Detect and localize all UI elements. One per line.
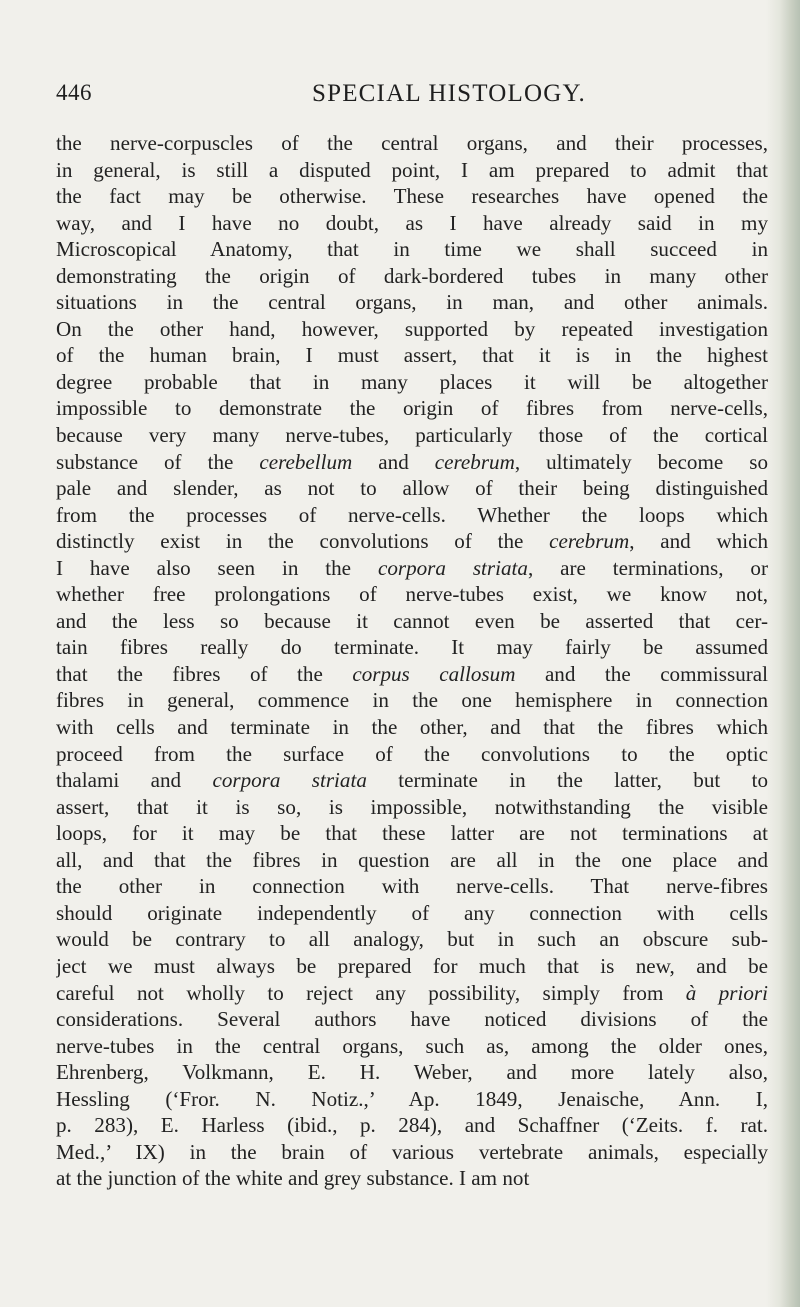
text-line [56,130,768,157]
italic-term: cerebrum [549,529,630,554]
text-segment: the fact may be otherwise. These researches have opened the [56,184,768,209]
page-number: 446 [56,80,92,105]
text-line [56,1086,768,1113]
text-segment: from the processes of nerve-cells. Whether the loops which [56,502,768,527]
text-segment: terminate in the latter, but to [366,768,768,793]
text-segment: , are terminations, or [527,555,768,580]
text-line [56,1165,768,1192]
text-line [56,581,768,608]
text-line [56,847,768,874]
text-segment: would be contrary to all analogy, but in such an obscure sub- [56,927,768,952]
text-line [56,183,768,210]
text-line [56,953,768,980]
text-segment: , and which [629,529,768,554]
text-segment: all, and that the fibres in question are all in the one place and [56,847,768,872]
text-segment: careful not wholly to reject any possibility, simply from [56,980,686,1005]
text-segment: the other in connection with nerve-cells. That nerve-fibres [56,874,768,899]
text-segment: fibres in general, commence in the one hemisphere in connection [56,688,768,713]
italic-term: corpora striata [212,768,367,793]
text-line [56,661,768,688]
text-segment: Hessling (‘Fror. N. Notiz.,’ Ap. 1849, Jenaische, Ann. I, [56,1086,768,1111]
text-segment: whether free prolongations of nerve-tubes exist, we know not, [56,582,768,607]
text-line [56,980,768,1007]
text-segment: Microscopical Anatomy, that in time we shall succeed in [56,237,768,262]
text-segment: and [352,449,435,474]
text-segment: , ultimately become so [514,449,768,474]
text-segment: should originate independently of any connection with cells [56,900,768,925]
text-segment: nerve-tubes in the central organs, such as, among the older ones, [56,1033,768,1058]
italic-term: corpus callosum [352,661,516,686]
text-segment: and the commissural [515,661,768,686]
text-line [56,316,768,343]
text-segment: degree probable that in many places it will be altogether [56,369,768,394]
text-segment: thalami and [56,768,213,793]
text-segment: that the fibres of the [56,661,353,686]
text-line [56,741,768,768]
text-line [56,422,768,449]
text-segment: situations in the central organs, in man, and other animals. [56,290,768,315]
text-segment: substance of the [56,449,260,474]
text-segment: p. 283), E. Harless (ibid., p. 284), and Schaffner (‘Zeits. f. rat. [56,1113,768,1138]
text-line [56,289,768,316]
text-segment: and the less so because it cannot even be asserted that cer- [56,608,768,633]
text-line [56,555,768,582]
page-header [56,80,768,114]
text-line [56,1139,768,1166]
italic-term: corpora striata [377,555,528,580]
text-segment: impossible to demonstrate the origin of fibres from nerve-cells, [56,396,768,421]
text-segment: the nerve-corpuscles of the central organs, and their processes, [56,131,768,155]
text-segment: proceed from the surface of the convolutions to the optic [56,741,768,766]
text-segment: I have also seen in the [56,555,378,580]
page-edge-shadow [766,0,800,1307]
text-segment: ject we must always be prepared for much that is new, and be [56,953,768,978]
text-line [56,900,768,927]
text-segment: demonstrating the origin of dark-bordered tubes in many other [56,263,768,288]
text-line [56,767,768,794]
text-segment: pale and slender, as not to allow of their being distinguished [56,476,768,501]
text-segment: way, and I have no doubt, as I have already said in my [56,210,768,235]
text-line [56,1006,768,1033]
text-line [56,528,768,555]
text-line [56,236,768,263]
text-segment: because very many nerve-tubes, particularly those of the cortical [56,423,768,448]
text-line [56,926,768,953]
body-text [56,130,768,1192]
italic-term: cerebellum [259,449,353,474]
italic-term: à priori [685,980,768,1005]
italic-term: cerebrum [434,449,515,474]
text-line [56,714,768,741]
text-segment: in general, is still a disputed point, I am prepared to admit that [56,157,768,182]
text-line [56,1059,768,1086]
text-segment: assert, that it is so, is impossible, notwithstanding the visible [56,794,768,819]
text-line [56,634,768,661]
text-line [56,157,768,184]
text-line [56,873,768,900]
text-segment: Med.,’ IX) in the brain of various vertebrate animals, especially [56,1139,768,1164]
text-segment: of the human brain, I must assert, that it is in the highest [56,343,768,368]
text-line [56,449,768,476]
text-line [56,263,768,290]
text-line [56,210,768,237]
text-segment: considerations. Several authors have noticed divisions of the [56,1007,768,1032]
text-segment: at the junction of the white and grey substance. I am not [56,1166,530,1191]
text-line [56,820,768,847]
running-head: SPECIAL HISTOLOGY. [312,80,586,107]
text-segment: with cells and terminate in the other, and that the fibres which [56,715,768,740]
text-line [56,608,768,635]
text-line [56,687,768,714]
text-line [56,475,768,502]
text-line [56,1112,768,1139]
text-segment: On the other hand, however, supported by repeated investigation [56,316,768,341]
text-segment: tain fibres really do terminate. It may fairly be assumed [56,635,768,660]
text-line [56,1033,768,1060]
text-line [56,342,768,369]
text-segment: distinctly exist in the convolutions of the [56,529,550,554]
text-segment: Ehrenberg, Volkmann, E. H. Weber, and more lately also, [56,1060,768,1085]
text-line [56,794,768,821]
text-line [56,395,768,422]
text-line [56,502,768,529]
text-line [56,369,768,396]
text-segment: loops, for it may be that these latter are not terminations at [56,821,768,846]
